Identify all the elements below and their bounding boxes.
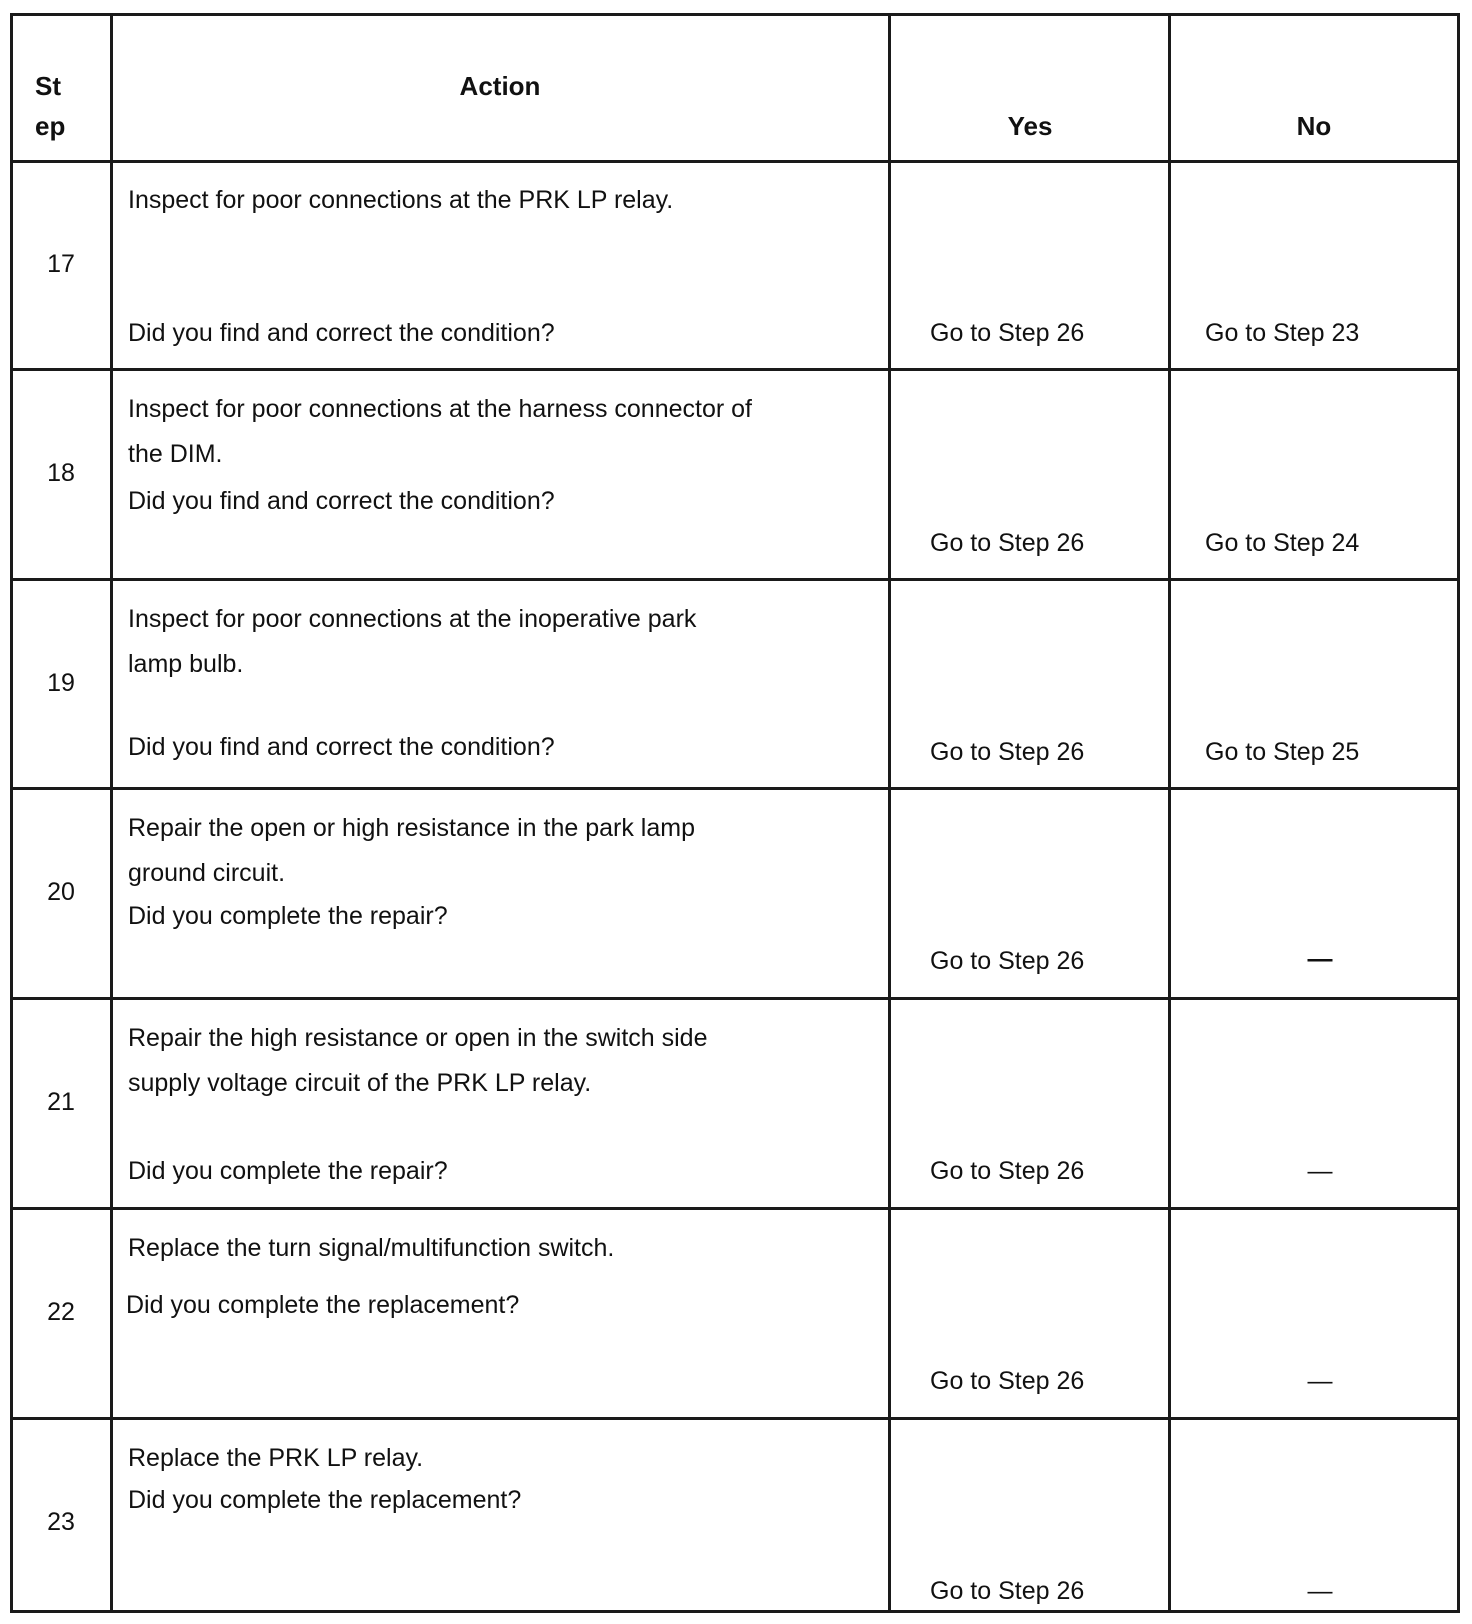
step-number: 18 <box>47 459 75 487</box>
header-no: No <box>1296 111 1332 141</box>
action-question: Did you complete the repair? <box>128 902 448 930</box>
step-number: 20 <box>47 878 75 906</box>
action-text: lamp bulb. <box>128 650 244 678</box>
yes-result: Go to Step 26 <box>930 947 1085 975</box>
step-number: 21 <box>47 1088 75 1116</box>
no-result: — <box>1307 1157 1333 1185</box>
no-result: Go to Step 25 <box>1205 738 1360 766</box>
action-text: Inspect for poor connections at the harness connector of <box>128 395 752 423</box>
action-question: Did you find and correct the condition? <box>128 487 555 515</box>
column-divider <box>110 13 113 1613</box>
action-text: Replace the turn signal/multifunction switch. <box>128 1234 615 1262</box>
header-step-line1: St <box>35 71 61 101</box>
action-text: Repair the open or high resistance in the park lamp <box>128 814 695 842</box>
no-result: — <box>1307 1367 1333 1395</box>
action-question: Did you complete the repair? <box>128 1157 448 1185</box>
no-result: Go to Step 24 <box>1205 529 1360 557</box>
yes-result: Go to Step 26 <box>930 529 1085 557</box>
diagnostic-table <box>10 13 1460 1613</box>
no-result: Go to Step 23 <box>1205 319 1360 347</box>
action-question: Did you complete the replacement? <box>126 1291 520 1319</box>
column-divider <box>888 13 891 1613</box>
action-question: Did you find and correct the condition? <box>128 319 555 347</box>
row-divider <box>10 578 1460 581</box>
action-text: Repair the high resistance or open in the switch side <box>128 1024 708 1052</box>
table-border-top <box>10 13 1460 16</box>
yes-result: Go to Step 26 <box>930 1577 1085 1605</box>
column-divider <box>1168 13 1171 1613</box>
row-divider <box>10 787 1460 790</box>
step-number: 23 <box>47 1508 75 1536</box>
action-text: the DIM. <box>128 440 223 468</box>
table-border-left <box>10 13 13 1613</box>
yes-result: Go to Step 26 <box>930 738 1085 766</box>
action-text: Inspect for poor connections at the PRK LP relay. <box>128 186 674 214</box>
yes-result: Go to Step 26 <box>930 319 1085 347</box>
no-result: — <box>1307 1577 1333 1605</box>
step-number: 17 <box>47 250 75 278</box>
action-text: supply voltage circuit of the PRK LP relay. <box>128 1069 592 1097</box>
yes-result: Go to Step 26 <box>930 1157 1085 1185</box>
no-result: — <box>1307 945 1333 973</box>
action-question: Did you find and correct the condition? <box>128 733 555 761</box>
action-question: Did you complete the replacement? <box>128 1486 522 1514</box>
action-text: ground circuit. <box>128 859 286 887</box>
action-text: Replace the PRK LP relay. <box>128 1444 424 1472</box>
step-number: 22 <box>47 1298 75 1326</box>
action-text: Inspect for poor connections at the inoperative park <box>128 605 697 633</box>
step-number: 19 <box>47 669 75 697</box>
row-divider <box>10 1207 1460 1210</box>
header-yes: Yes <box>1007 111 1053 141</box>
row-divider <box>10 1417 1460 1420</box>
yes-result: Go to Step 26 <box>930 1367 1085 1395</box>
table-border-bottom <box>10 1610 1460 1613</box>
row-divider <box>10 160 1460 163</box>
row-divider <box>10 368 1460 371</box>
header-action: Action <box>459 71 541 101</box>
row-divider <box>10 997 1460 1000</box>
header-step-line2: ep <box>35 111 66 141</box>
